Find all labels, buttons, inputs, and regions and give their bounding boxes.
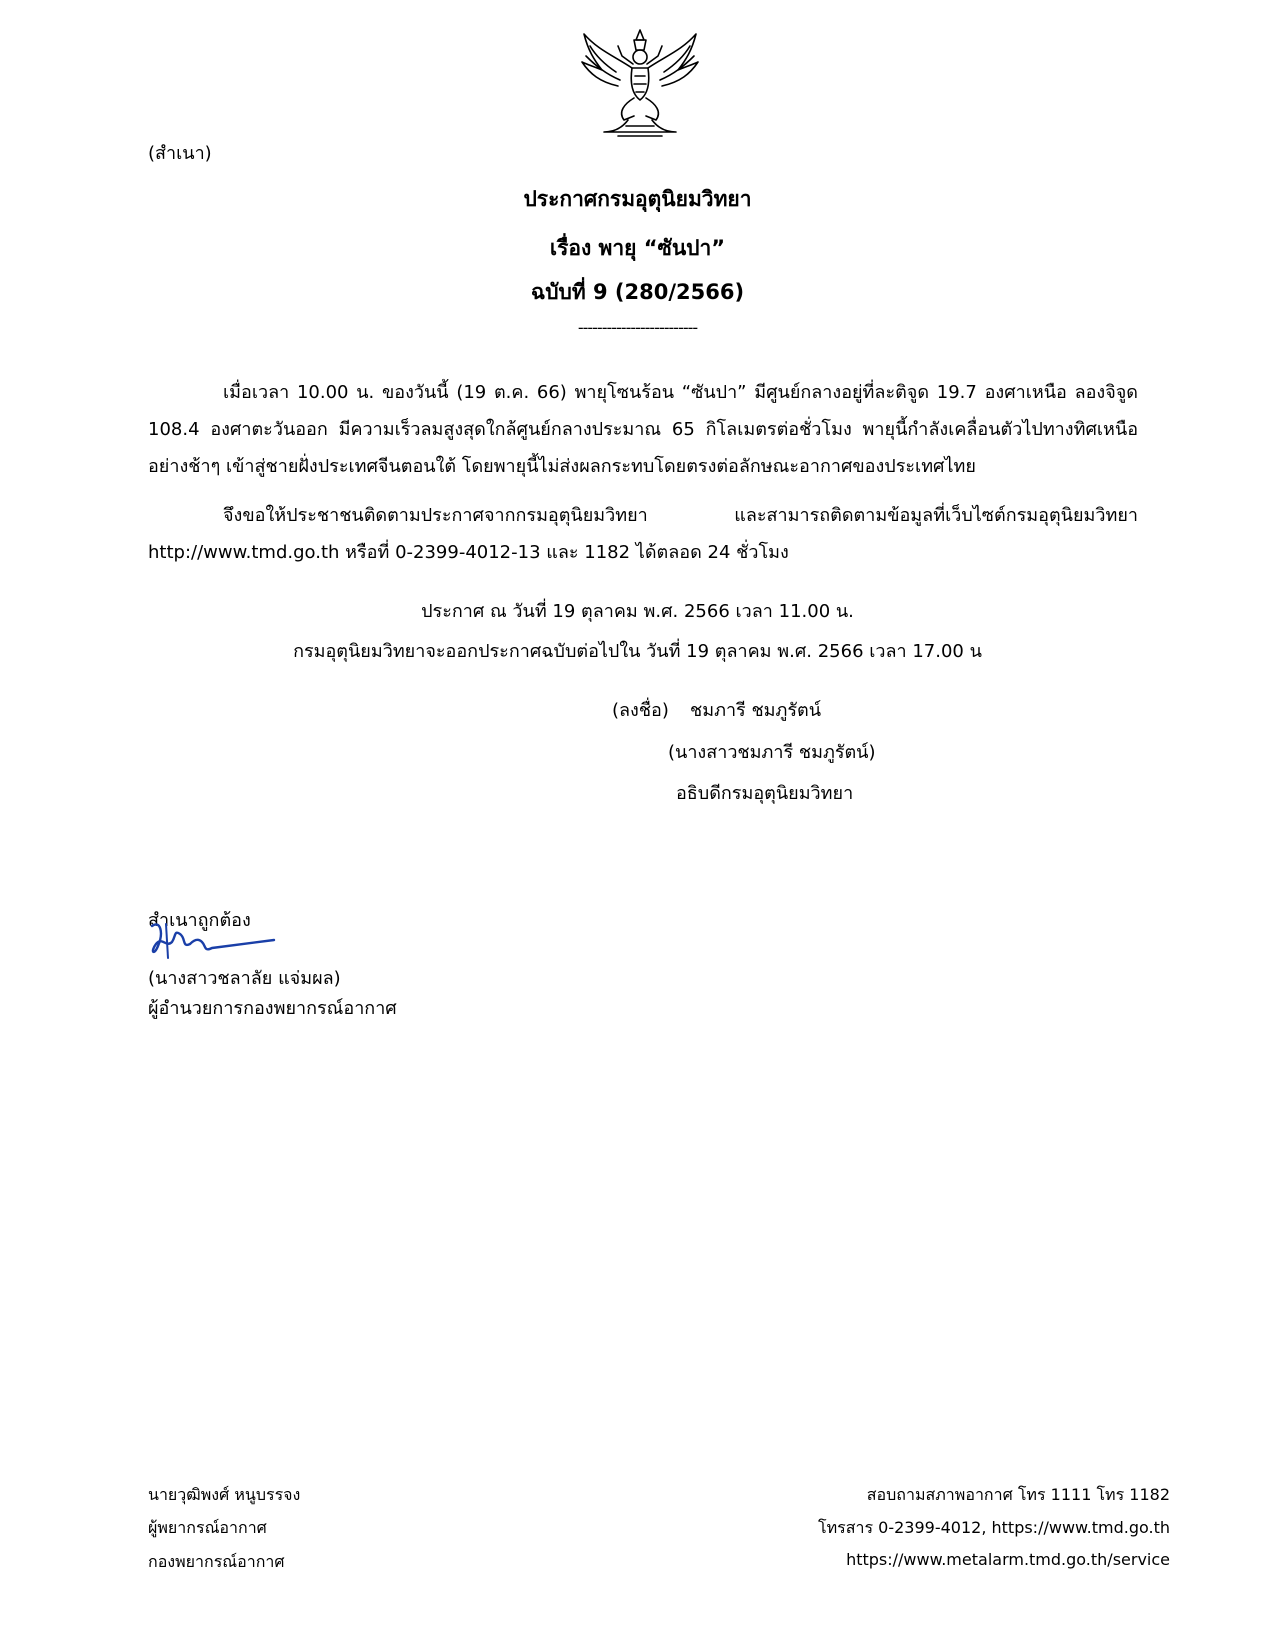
announcement-title: ประกาศกรมอุตุนิยมวิทยา xyxy=(523,187,752,211)
signatory-position: อธิบดีกรมอุตุนิยมวิทยา xyxy=(676,783,854,804)
signed-label: (ลงชื่อ) xyxy=(612,700,669,721)
certifier-name: (นางสาวชลาลัย แจ่มผล) xyxy=(148,968,341,989)
forecast-division: กองพยากรณ์อากาศ xyxy=(148,1552,285,1571)
contact-fax-website[interactable]: โทรสาร 0-2399-4012, https://www.tmd.go.th xyxy=(818,1518,1170,1537)
signatory-name: ชมภารี ชมภูรัตน์ xyxy=(690,700,822,721)
contact-phone: สอบถามสภาพอากาศ โทร 1111 โทร 1182 xyxy=(866,1485,1170,1504)
certified-copy-label: สำเนาถูกต้อง xyxy=(148,910,251,931)
announcement-subject: เรื่อง พายุ “ซันปา” xyxy=(549,236,726,260)
copy-mark: (สำเนา) xyxy=(148,143,212,164)
body-paragraph-2: จึงขอให้ประชาชนติดตามประกาศจากกรมอุตุนิยมวิทยา และสามารถติดตามข้อมูลที่เว็บไซต์กรมอุตุนิยมวิทยา http://www.tmd.go.th หรือที่ 0-2399-4012-13 และ 1182 ได้ตลอด 24 ชั่วโมง xyxy=(148,505,1138,563)
signatory-full-name: (นางสาวชมภารี ชมภูรัตน์) xyxy=(668,742,876,763)
issued-date: ประกาศ ณ วันที่ 19 ตุลาคม พ.ศ. 2566 เวลา 11.00 น. xyxy=(421,601,854,622)
alarm-service-link[interactable]: https://www.metalarm.tmd.go.th/service xyxy=(846,1550,1170,1569)
forecaster-role: ผู้พยากรณ์อากาศ xyxy=(148,1518,267,1537)
garuda-emblem-icon xyxy=(578,26,702,144)
certifier-position: ผู้อำนวยการกองพยากรณ์อากาศ xyxy=(148,998,397,1019)
handwritten-signature-icon xyxy=(146,918,278,960)
body-paragraph-1: เมื่อเวลา 10.00 น. ของวันนี้ (19 ต.ค. 66) พายุโซนร้อน “ซันปา” มีศูนย์กลางอยู่ที่ละติจูด 19.7 องศาเหนือ ลองจิจูด 108.4 องศาตะวันออก มีความเร็วลมสูงสุดใกล้ศูนย์กลางประมาณ 65 กิโลเมตรต่อชั่วโมง พายุนี้กำลังเคลื่อนตัวไปทางทิศเหนืออย่างช้าๆ เข้าสู่ชายฝั่งประเทศจีนตอนใต้ โดยพายุนี้ไม่ส่งผลกระทบโดยตรงต่อลักษณะอากาศของประเทศไทย xyxy=(148,382,1139,477)
forecaster-name: นายวุฒิพงศ์ หนูบรรจง xyxy=(148,1485,301,1504)
announcement-issue-number: ฉบับที่ 9 (280/2566) xyxy=(530,280,745,304)
next-issue-notice: กรมอุตุนิยมวิทยาจะออกประกาศฉบับต่อไปใน วันที่ 19 ตุลาคม พ.ศ. 2566 เวลา 17.00 น xyxy=(293,641,982,662)
title-divider: ------------------------- xyxy=(577,318,698,337)
